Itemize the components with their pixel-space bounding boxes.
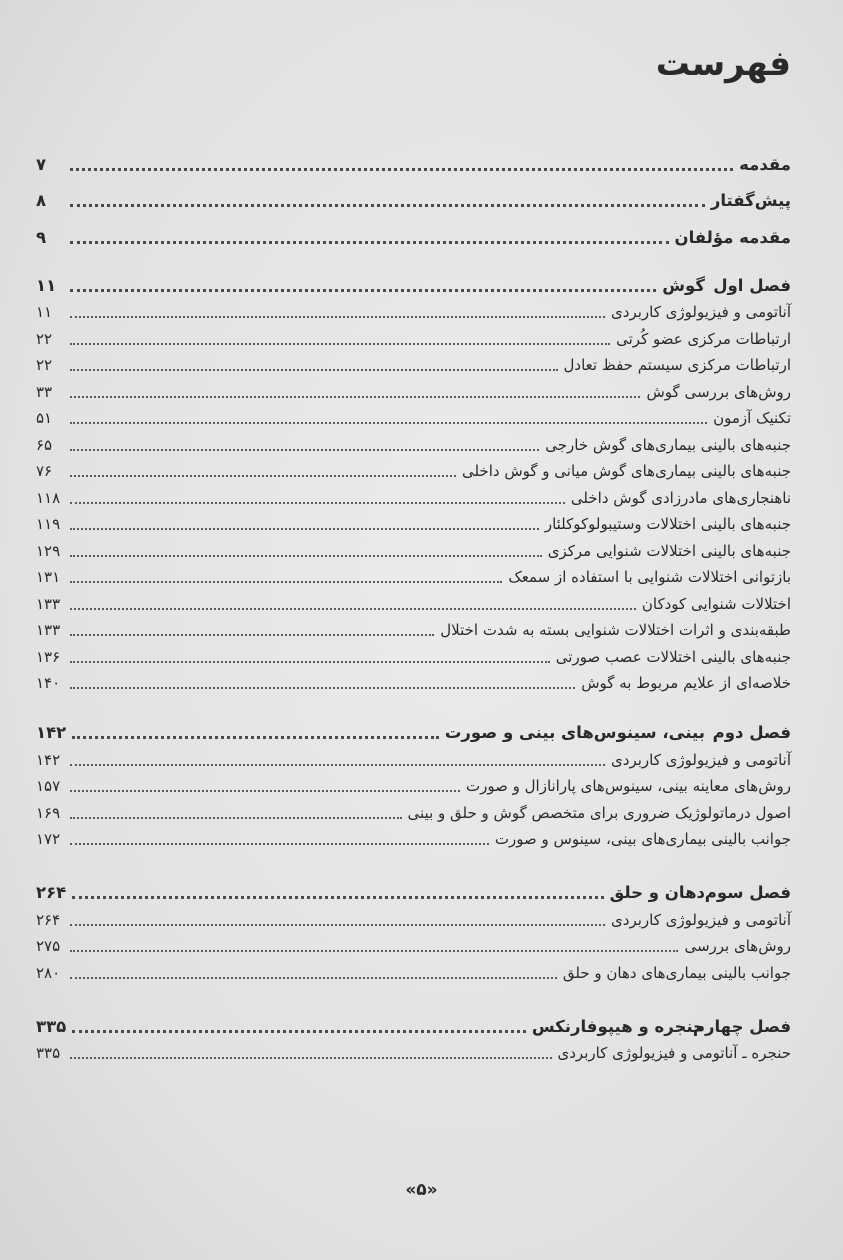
toc-entry-label: مقدمه <box>739 154 791 174</box>
dot-leader <box>70 555 542 557</box>
toc-row <box>36 798 791 825</box>
toc-entry-page: ۲۸۰ <box>36 963 61 982</box>
toc-row <box>36 483 791 510</box>
toc-entry-label: اختلالات شنوایی کودکان <box>641 594 791 613</box>
dot-leader <box>70 241 669 244</box>
toc-entry-page: ۱۳۶ <box>36 647 61 666</box>
toc-entry-label: جنبه‌های بالینی اختلالات شنوایی مرکزی <box>547 541 791 560</box>
toc-entry-label: بازتوانی اختلالات شنوایی با استفاده از سمعک <box>508 568 791 586</box>
toc-entry-page: ۱۱۹ <box>36 515 61 533</box>
dot-leader <box>70 316 605 318</box>
toc-entry-page: ۲۲ <box>36 329 53 348</box>
toc-entry-page: ۲۲ <box>36 356 53 374</box>
dot-leader <box>70 204 705 207</box>
toc-entry-page: ۱۲۹ <box>36 541 61 560</box>
dot-leader <box>70 764 605 766</box>
toc-row <box>36 563 791 590</box>
dot-leader <box>70 843 489 845</box>
dot-leader <box>70 168 733 171</box>
toc-entry-page: ۷۶ <box>36 462 53 480</box>
dot-leader <box>70 1057 552 1059</box>
toc-row <box>36 616 791 643</box>
dot-leader <box>72 1030 526 1033</box>
chapter-title: دهان و حلق <box>609 883 705 902</box>
chapter-number: فصل سوم <box>704 883 791 902</box>
toc-row <box>36 298 791 325</box>
toc-entry-page: ۱۵۷ <box>36 777 61 795</box>
dot-leader <box>70 343 610 345</box>
toc-entry-label: ناهنجاری‌های مادرزادی گوش داخلی <box>570 488 791 507</box>
dot-leader <box>70 634 434 636</box>
dot-leader <box>70 528 539 530</box>
toc-entry-page: ۸ <box>36 191 47 210</box>
toc-entry-page: ۳۳۵ <box>36 1044 61 1062</box>
dot-leader <box>70 581 502 583</box>
dot-leader <box>70 790 460 792</box>
dot-leader <box>70 475 456 477</box>
toc-entry-label: حنجره ـ آناتومی و فیزیولوژی کاربردی <box>557 1044 791 1062</box>
toc-entry-label: طبقه‌بندی و اثرات اختلالات شنوایی بسته به شدت اختلال <box>440 621 791 639</box>
chapter-heading <box>36 875 791 905</box>
dot-leader <box>72 736 439 739</box>
toc-entry-label: جنبه‌های بالینی اختلالات وستیبولوکوکلئار <box>544 515 791 533</box>
toc-row <box>36 669 791 696</box>
toc-entry-page: ۹ <box>36 227 47 247</box>
toc-row <box>36 536 791 563</box>
toc-entry-page: ۲۷۵ <box>36 937 61 955</box>
toc-entry-label: آناتومی و فیزیولوژی کاربردی <box>611 750 791 769</box>
toc-row <box>36 958 791 985</box>
toc-row <box>36 324 791 351</box>
chapter-page: ۳۳۵ <box>36 1016 67 1036</box>
toc-entry-page: ۳۳ <box>36 382 53 401</box>
toc-entry-label: جوانب بالینی بیماری‌های بینی، سینوس و صورت <box>494 830 791 848</box>
toc-entry-label: تکنیک آزمون <box>713 409 791 427</box>
toc-entry-page: ۱۴۰ <box>36 674 61 692</box>
toc-entry-label: روش‌های معاینه بینی، سینوس‌های پارانازال و صورت <box>466 777 791 795</box>
chapter-page: ۱۴۲ <box>36 723 67 742</box>
toc-entry-page: ۵۱ <box>36 409 53 427</box>
dot-leader <box>70 502 565 504</box>
toc-entry-page: ۲۶۴ <box>36 910 61 929</box>
chapter-title: بینی، سینوس‌های بینی و صورت <box>444 723 705 742</box>
toc-row <box>36 430 791 457</box>
toc-entry-label: ارتباطات مرکزی عضو کُرتی <box>616 329 791 348</box>
toc-row-preface <box>36 140 791 177</box>
dot-leader <box>70 422 707 424</box>
dot-leader <box>70 924 605 926</box>
toc-row <box>36 905 791 932</box>
toc-row-foreword <box>36 177 791 214</box>
page-number: «۵» <box>405 1180 438 1200</box>
chapter-title: حنجره و هیپوفارنکس <box>531 1016 705 1036</box>
toc-row <box>36 510 791 537</box>
chapter-page: ۱۱ <box>36 275 57 295</box>
toc-entry-label: مقدمه مؤلفان <box>674 227 791 247</box>
dot-leader <box>70 289 656 292</box>
toc-entry-label: جنبه‌های بالینی بیماری‌های گوش میانی و گوش داخلی <box>461 462 791 480</box>
dot-leader <box>70 950 678 952</box>
dot-leader <box>70 396 640 398</box>
chapter-title: گوش <box>662 275 705 295</box>
dot-leader <box>72 896 603 899</box>
toc-row <box>36 1039 791 1066</box>
chapter-heading <box>36 268 791 298</box>
toc-row <box>36 404 791 431</box>
dot-leader <box>70 369 558 371</box>
chapter-number: فصل دوم <box>712 723 791 742</box>
chapter-heading <box>36 1009 791 1039</box>
toc-entry-label: ارتباطات مرکزی سیستم حفظ تعادل <box>563 356 791 374</box>
page-title: فهرست <box>655 44 791 84</box>
toc-entry-label: روش‌های بررسی گوش <box>646 382 791 401</box>
chapter-heading <box>36 715 791 745</box>
toc-entry-page: ۱۳۳ <box>36 594 61 613</box>
toc-entry-label: جنبه‌های بالینی بیماری‌های گوش خارجی <box>545 435 791 454</box>
toc-entry-label: جنبه‌های بالینی اختلالات عصب صورتی <box>555 647 791 666</box>
toc-entry-page: ۷ <box>36 154 47 174</box>
toc-entry-label: روش‌های بررسی <box>684 937 791 955</box>
toc-row <box>36 825 791 852</box>
dot-leader <box>70 661 550 663</box>
toc-entry-label: اصول درماتولوژیک ضروری برای متخصص گوش و حلق و بینی <box>407 803 791 822</box>
toc-row <box>36 589 791 616</box>
toc-row <box>36 457 791 484</box>
dot-leader <box>70 608 636 610</box>
toc-entry-label: آناتومی و فیزیولوژی کاربردی <box>611 910 791 929</box>
table-of-contents <box>36 140 791 1065</box>
toc-entry-label: خلاصه‌ای از علایم مربوط به گوش <box>581 674 791 692</box>
dot-leader <box>70 977 557 979</box>
toc-entry-page: ۱۷۲ <box>36 830 61 848</box>
toc-entry-page: ۱۳۱ <box>36 568 61 586</box>
toc-entry-page: ۱۴۲ <box>36 750 61 769</box>
chapter-page: ۲۶۴ <box>36 883 67 902</box>
toc-entry-page: ۱۳۳ <box>36 621 61 639</box>
toc-row-authors-intro <box>36 213 791 250</box>
toc-entry-page: ۱۱ <box>36 303 53 321</box>
toc-entry-page: ۱۱۸ <box>36 488 61 507</box>
toc-entry-page: ۱۶۹ <box>36 803 61 822</box>
toc-row <box>36 745 791 772</box>
chapter-number: فصل اول <box>713 275 791 295</box>
chapter-number: فصل چهارم <box>692 1016 791 1036</box>
dot-leader <box>70 449 539 451</box>
toc-row <box>36 772 791 799</box>
toc-entry-label: پیش‌گفتار <box>710 191 791 210</box>
toc-row <box>36 377 791 404</box>
toc-entry-page: ۶۵ <box>36 435 53 454</box>
toc-row <box>36 351 791 378</box>
dot-leader <box>70 687 575 689</box>
toc-entry-label: جوانب بالینی بیماری‌های دهان و حلق <box>562 963 791 982</box>
toc-entry-label: آناتومی و فیزیولوژی کاربردی <box>611 303 791 321</box>
toc-row <box>36 932 791 959</box>
dot-leader <box>70 817 402 819</box>
toc-row <box>36 642 791 669</box>
